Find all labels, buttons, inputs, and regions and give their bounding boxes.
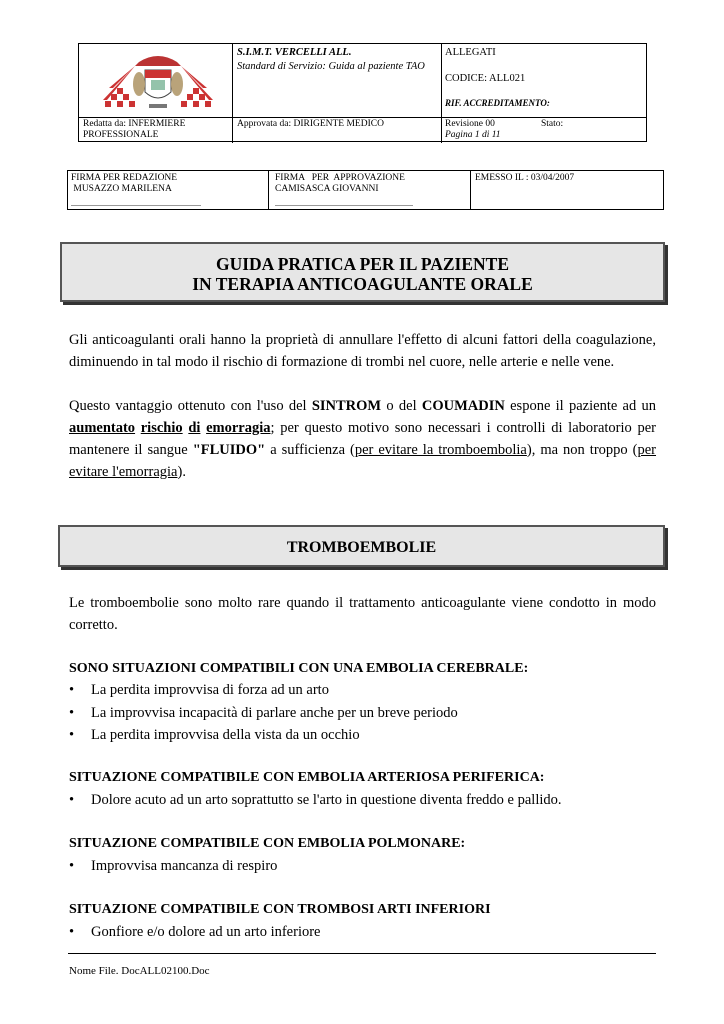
header-table xyxy=(78,43,647,142)
header-approvata: Approvata da: DIRIGENTE MEDICO xyxy=(237,119,384,129)
footer-filename: Nome File. DocALL02100.Doc xyxy=(69,965,210,977)
header-codice: CODICE: ALL021 xyxy=(445,73,526,84)
group-heading-polmonare: SITUAZIONE COMPATIBILE CON EMBOLIA POLMONARE: xyxy=(69,836,466,851)
signature-table xyxy=(67,170,664,210)
footer-divider xyxy=(68,953,656,954)
document-title-line1: GUIDA PRATICA PER IL PAZIENTE xyxy=(215,254,509,274)
group-heading-trombosi: SITUAZIONE COMPATIBILE CON TROMBOSI ARTI INFERIORI xyxy=(69,902,491,917)
header-stato: Stato: xyxy=(541,119,564,129)
section-title-box xyxy=(58,525,665,567)
header-pagina: Pagina 1 di 11 xyxy=(445,130,501,140)
signature-approvazione-name: CAMISASCA GIOVANNI xyxy=(275,184,379,194)
header-redatta: Redatta da: INFERMIERE PROFESSIONALE xyxy=(83,119,186,140)
section-intro: Le tromboembolie sono molto rare quando il trattamento anticoagulante viene condotto in modo corretto. xyxy=(69,595,656,633)
document-title-box xyxy=(60,242,665,302)
list-item: • La perdita improvvisa di forza ad un arto xyxy=(69,682,329,698)
intro-paragraph-2: Questo vantaggio ottenuto con l'uso del SINTROM o del COUMADIN espone il paziente ad un aumentato rischio di emorragia; per questo motivo sono necessari i controlli di laboratorio per mantenere il sangue "FLUIDO" a sufficienza (per evitare la tromboembolia), ma non troppo (per evitare l'emorragia). xyxy=(69,398,657,480)
signature-redazione-label: FIRMA PER REDAZIONE xyxy=(71,173,178,183)
document-title-line2: IN TERAPIA ANTICOAGULANTE ORALE xyxy=(192,274,533,294)
signature-emesso: EMESSO IL : 03/04/2007 xyxy=(475,173,575,183)
group-heading-cerebrale: SONO SITUAZIONI COMPATIBILI CON UNA EMBOLIA CEREBRALE: xyxy=(69,661,529,676)
coat-of-arms-logo xyxy=(89,48,227,114)
section-title: TROMBOEMBOLIE xyxy=(286,539,437,556)
list-item: • Gonfiore e/o dolore ad un arto inferiore xyxy=(69,924,321,940)
list-item: • La perdita improvvisa della vista da un occhio xyxy=(69,727,360,743)
header-allegati: ALLEGATI xyxy=(445,47,496,58)
header-standard: Standard di Servizio: Guida al paziente TAO xyxy=(237,61,425,72)
signature-redazione-name: MUSAZZO MARILENA xyxy=(71,184,172,194)
header-org: S.I.M.T. VERCELLI ALL. xyxy=(237,47,352,58)
header-rif: RIF. ACCREDITAMENTO: xyxy=(445,98,550,108)
list-item: • Improvvisa mancanza di respiro xyxy=(69,858,278,874)
list-item: • La improvvisa incapacità di parlare anche per un breve periodo xyxy=(69,705,458,721)
header-revisione: Revisione 00 xyxy=(445,119,495,129)
signature-approvazione-label: FIRMA PER APPROVAZIONE xyxy=(275,173,405,183)
intro-paragraph-1: Gli anticoagulanti orali hanno la proprietà di annullare l'effetto di alcuni fattori della coagulazione, diminuendo in tal modo il rischio di formazione di trombi nel cuore, nelle arterie e nelle vene. xyxy=(69,332,656,370)
list-item: • Dolore acuto ad un arto soprattutto se l'arto in questione diventa freddo e pallido. xyxy=(69,792,562,808)
group-heading-periferica: SITUAZIONE COMPATIBILE CON EMBOLIA ARTERIOSA PERIFERICA: xyxy=(69,770,545,785)
